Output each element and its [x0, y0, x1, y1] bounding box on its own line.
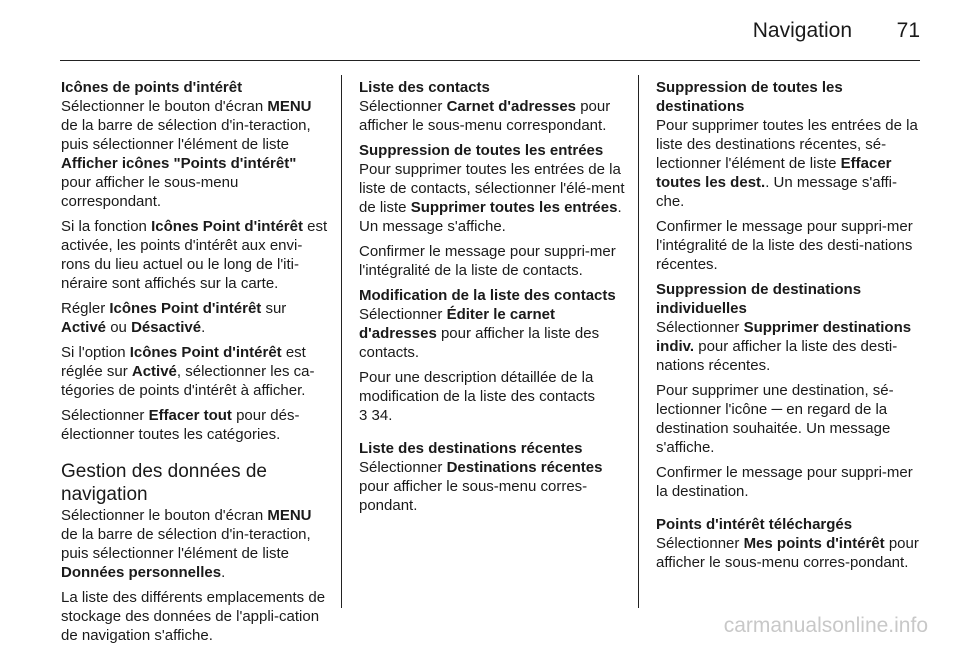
paragraph: [656, 318, 924, 375]
page-header: [0, 0, 960, 60]
paragraph: [61, 299, 329, 337]
text: est réglée sur: [61, 344, 306, 380]
paragraph: [359, 368, 627, 425]
column-2: [359, 78, 627, 521]
paragraph: Confirmer le message pour suppri-mer la destination.: [656, 464, 913, 500]
paragraph: [61, 506, 329, 582]
column-divider-1: [341, 75, 342, 608]
column-3: [656, 78, 924, 578]
ui-term: Icônes Point d'intérêt: [109, 300, 262, 317]
paragraph: [61, 343, 329, 400]
text: Sélectionner: [359, 306, 447, 323]
paragraph: [656, 116, 924, 211]
paragraph: [61, 97, 329, 211]
text: . Un message s'affiche.: [359, 199, 622, 235]
text: Régler: [61, 300, 110, 317]
ui-term: Icônes Point d'intérêt: [151, 218, 303, 235]
ui-term: Activé: [131, 363, 177, 380]
column-1: [61, 78, 329, 651]
paragraph: [61, 217, 329, 293]
text: Si l'option: [61, 344, 130, 361]
text: .: [201, 319, 206, 336]
minus-icon: ─: [771, 401, 783, 418]
ui-term: Destinations récentes: [446, 459, 603, 476]
section-heading: Suppression de toutes les entrées: [359, 142, 604, 159]
ui-term: Carnet d'adresses: [446, 98, 577, 115]
text: Sélectionner: [61, 407, 149, 424]
ui-term: MENU: [267, 98, 312, 115]
text: pour afficher la liste des desti-nations récentes.: [656, 338, 898, 374]
paragraph: [61, 406, 329, 444]
text: Sélectionner le bouton d'écran: [61, 98, 268, 115]
text: Sélectionner: [656, 319, 744, 336]
paragraph: [656, 534, 924, 572]
text: pour afficher le sous-menu correspondant.: [359, 98, 611, 134]
page-reference-link[interactable]: 3 34.: [359, 407, 393, 424]
text: en regard de la destination souhaitée. Un message s'affiche.: [656, 401, 891, 456]
paragraph: Confirmer le message pour suppri-mer l'intégralité de la liste des desti-nations récentes.: [656, 218, 913, 273]
paragraph: [359, 458, 627, 515]
text: Pour une description détaillée de la modification de la liste des contacts: [359, 369, 595, 405]
section-heading: Suppression de toutes les destinations: [656, 79, 843, 115]
text: pour afficher le sous-menu corres-pondant.: [656, 535, 919, 571]
paragraph: Confirmer le message pour suppri-mer l'intégralité de la liste de contacts.: [359, 243, 616, 279]
paragraph: [359, 160, 627, 236]
text: Si la fonction: [61, 218, 152, 235]
ui-term: Désactivé: [131, 319, 202, 336]
section-heading: Liste des destinations récentes: [359, 440, 583, 457]
text: . Un message s'affi-che.: [656, 174, 898, 210]
section-heading: Points d'intérêt téléchargés: [656, 516, 853, 533]
text: Pour supprimer toutes les entrées de la liste de contacts, sélectionner l'élé-ment de liste: [359, 161, 625, 216]
section-heading: Modification de la liste des contacts: [359, 287, 616, 304]
text: de la barre de sélection d'in-teraction, puis sélectionner l'élément de liste: [61, 117, 311, 153]
text: pour dés-électionner toutes les catégories.: [61, 407, 300, 443]
ui-term: Icônes Point d'intérêt: [129, 344, 282, 361]
ui-term: Données personnelles: [61, 564, 222, 581]
text: Pour supprimer toutes les entrées de la liste des destinations récentes, sé-lectionner l'élément de liste: [656, 117, 918, 172]
text: .: [221, 564, 226, 581]
watermark: carmanualsonline.info: [723, 614, 928, 637]
ui-term: Éditer le carnet d'adresses: [359, 306, 555, 342]
ui-term: Effacer toutes les dest.: [656, 155, 892, 191]
header-divider: [60, 60, 920, 61]
section-title: Gestion des données de navigation: [61, 461, 267, 505]
text: sur: [261, 300, 287, 317]
text: pour afficher le sous-menu corres-pondant.: [359, 478, 588, 514]
text: Sélectionner: [359, 459, 447, 476]
text: pour afficher le sous-menu correspondant.: [61, 174, 239, 210]
ui-term: MENU: [267, 507, 312, 524]
text: est activée, les points d'intérêt aux envi-rons du lieu actuel ou le long de l'iti-néraire sont affichés sur la carte.: [61, 218, 328, 292]
paragraph: [359, 305, 627, 362]
ui-term: Supprimer toutes les entrées: [410, 199, 618, 216]
page-number: 71: [896, 19, 920, 42]
text: Sélectionner: [359, 98, 447, 115]
section-heading: Icônes de points d'intérêt: [61, 79, 243, 96]
text: Sélectionner: [656, 535, 744, 552]
text: de la barre de sélection d'in-teraction, puis sélectionner l'élément de liste: [61, 526, 311, 562]
ui-term: Mes points d'intérêt: [743, 535, 885, 552]
text: Sélectionner le bouton d'écran: [61, 507, 268, 524]
text: pour afficher la liste des contacts.: [359, 325, 600, 361]
page-title: Navigation: [752, 19, 852, 42]
ui-term: Activé: [61, 319, 107, 336]
ui-term: Afficher icônes "Points d'intérêt": [61, 155, 297, 172]
ui-term: Supprimer destinations indiv.: [656, 319, 912, 355]
text: , sélectionner les ca-tégories de points d'intérêt à afficher.: [61, 363, 315, 399]
ui-term: Effacer tout: [148, 407, 232, 424]
text: Pour supprimer une destination, sé-lectionner l'icône: [656, 382, 894, 418]
paragraph: [359, 97, 627, 135]
paragraph: La liste des différents emplacements de stockage des données de l'appli-cation de navigation s'affiche.: [61, 589, 326, 644]
column-divider-2: [638, 75, 639, 608]
section-heading: Suppression de destinations individuelles: [656, 281, 862, 317]
paragraph: [656, 381, 924, 457]
section-heading: Liste des contacts: [359, 79, 490, 96]
text: ou: [106, 319, 132, 336]
